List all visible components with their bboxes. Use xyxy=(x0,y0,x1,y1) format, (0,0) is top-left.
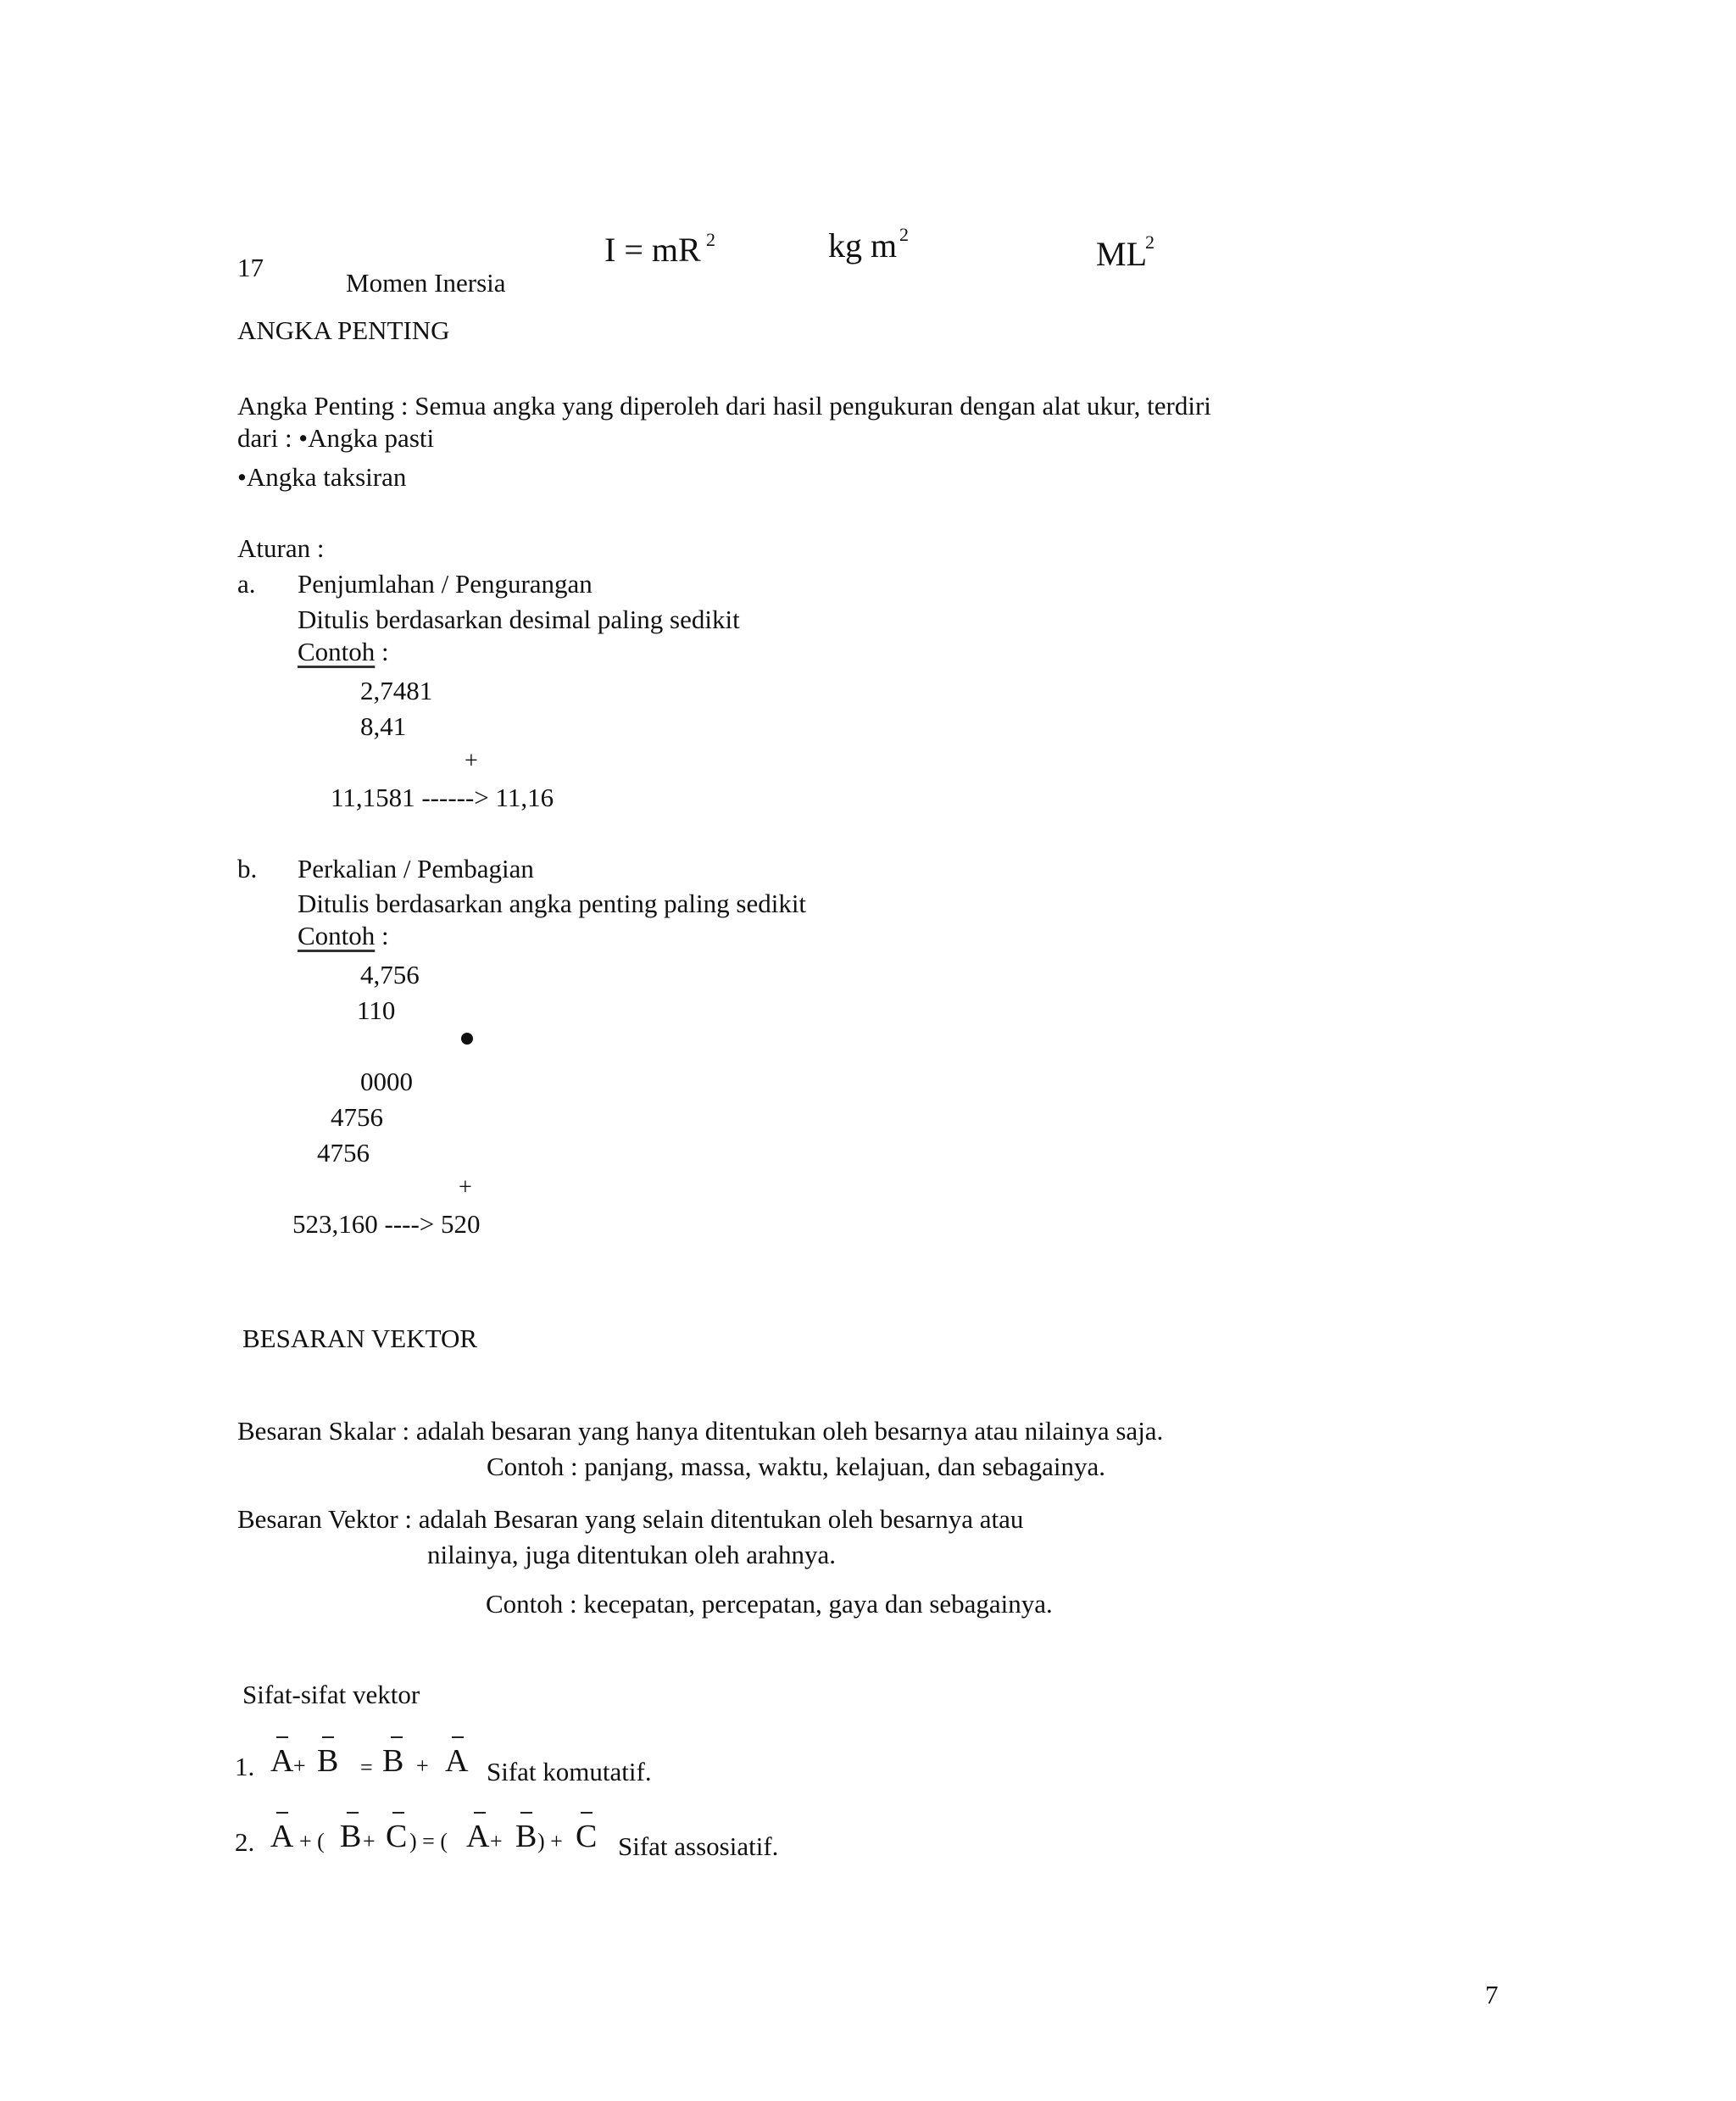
open-paren-operator: + ( xyxy=(299,1829,325,1853)
property-1-label: Sifat komutatif. xyxy=(487,1757,652,1786)
vector-bar-c xyxy=(392,1812,404,1814)
skalar-example: Contoh : panjang, massa, waktu, kelajuan, dan sebagainya. xyxy=(487,1452,1106,1481)
unit-exponent: 2 xyxy=(899,224,909,245)
vector-a: A xyxy=(270,1819,294,1854)
rule-a-plus-sign: + xyxy=(465,748,478,774)
rule-b-value-2: 110 xyxy=(357,995,396,1025)
vektor-example: Contoh : kecepatan, percepatan, gaya dan sebagainya. xyxy=(486,1589,1053,1619)
rule-a-value-2: 8,41 xyxy=(360,711,407,741)
rule-b-contoh-colon: : xyxy=(375,921,389,950)
vector-a: A xyxy=(466,1819,490,1854)
section-heading-angka-penting: ANGKA PENTING xyxy=(237,315,450,345)
rule-b-description: Ditulis berdasarkan angka penting paling sedikit xyxy=(298,889,807,918)
rule-a-description: Ditulis berdasarkan desimal paling sedikit xyxy=(298,605,740,634)
rule-b-partial-2: 4756 xyxy=(331,1102,383,1132)
property-2-label: Sifat assosiatif. xyxy=(618,1831,779,1861)
vector-a: A xyxy=(445,1743,469,1779)
rule-b-partial-1: 0000 xyxy=(360,1067,413,1096)
plus-operator: + xyxy=(363,1829,376,1853)
page-number: 7 xyxy=(1485,1980,1499,2009)
vector-bar-b xyxy=(347,1812,359,1814)
rule-a-result: 11,1581 ------> 11,16 xyxy=(331,783,554,812)
equals-operator: = xyxy=(360,1755,373,1780)
definition-line-2: dari : •Angka pasti xyxy=(237,423,435,453)
vector-bar-b xyxy=(391,1736,403,1738)
rule-b-contoh-word: Contoh xyxy=(298,921,376,950)
aturan-label: Aturan : xyxy=(237,533,325,563)
rule-a-marker: a. xyxy=(237,569,256,599)
close-open-paren-operator: ) = ( xyxy=(409,1829,448,1853)
plus-operator: + xyxy=(490,1829,503,1853)
vector-c: C xyxy=(576,1819,598,1854)
skalar-definition: Besaran Skalar : adalah besaran yang hanya ditentukan oleh besarnya atau nilainya saja. xyxy=(237,1416,1164,1446)
vector-c: C xyxy=(386,1819,408,1854)
multiplication-dot-icon xyxy=(461,1033,473,1045)
rule-a-value-1: 2,7481 xyxy=(360,676,433,705)
rule-a-contoh xyxy=(298,638,389,665)
unit: kg m xyxy=(828,226,898,265)
row-number: 17 xyxy=(237,253,264,282)
quantity-name: Momen Inersia xyxy=(346,268,506,298)
rule-a-contoh-word: Contoh xyxy=(298,637,376,666)
bullet-angka-taksiran: •Angka taksiran xyxy=(237,462,407,492)
vector-bar-b xyxy=(520,1812,532,1814)
dimension: ML xyxy=(1096,235,1147,273)
rule-b-result: 523,160 ----> 520 xyxy=(292,1209,481,1239)
definition-line-1: Angka Penting : Semua angka yang diperoleh dari hasil pengukuran dengan alat ukur, terdiri xyxy=(237,391,1211,421)
rule-b-value-1: 4,756 xyxy=(360,960,420,989)
dimension-exponent: 2 xyxy=(1145,231,1155,253)
formula-exponent: 2 xyxy=(706,229,715,250)
sifat-vektor-heading: Sifat-sifat vektor xyxy=(242,1680,420,1709)
property-1-number: 1. xyxy=(235,1752,255,1781)
rule-b-marker: b. xyxy=(237,854,258,883)
vektor-definition-line-2: nilainya, juga ditentukan oleh arahnya. xyxy=(427,1540,837,1569)
vector-b: B xyxy=(340,1819,362,1854)
vektor-definition-line-1: Besaran Vektor : adalah Besaran yang selain ditentukan oleh besarnya atau xyxy=(237,1504,1024,1534)
vector-bar-a xyxy=(276,1812,288,1814)
rule-b-partial-3: 4756 xyxy=(317,1138,370,1168)
rule-a-contoh-colon: : xyxy=(375,637,389,666)
rule-b-title: Perkalian / Pembagian xyxy=(298,854,534,883)
formula: I = mR xyxy=(604,231,701,269)
section-heading-besaran-vektor: BESARAN VEKTOR xyxy=(242,1324,478,1353)
rule-b-contoh xyxy=(298,922,389,949)
vector-a: A xyxy=(270,1743,294,1779)
vector-bar-c xyxy=(581,1812,593,1814)
close-paren-plus-operator: ) + xyxy=(537,1829,563,1853)
plus-operator: + xyxy=(293,1753,306,1778)
rule-b-plus-sign: + xyxy=(459,1174,472,1201)
rule-a-title: Penjumlahan / Pengurangan xyxy=(298,569,593,599)
vector-b: B xyxy=(317,1743,339,1779)
vector-bar-a xyxy=(452,1736,464,1738)
plus-operator: + xyxy=(416,1753,429,1778)
vector-bar-a xyxy=(474,1812,486,1814)
vector-bar-a xyxy=(276,1736,288,1738)
property-2-number: 2. xyxy=(235,1827,255,1857)
vector-bar-b xyxy=(322,1736,334,1738)
vector-b: B xyxy=(515,1819,537,1854)
vector-b: B xyxy=(382,1743,404,1779)
